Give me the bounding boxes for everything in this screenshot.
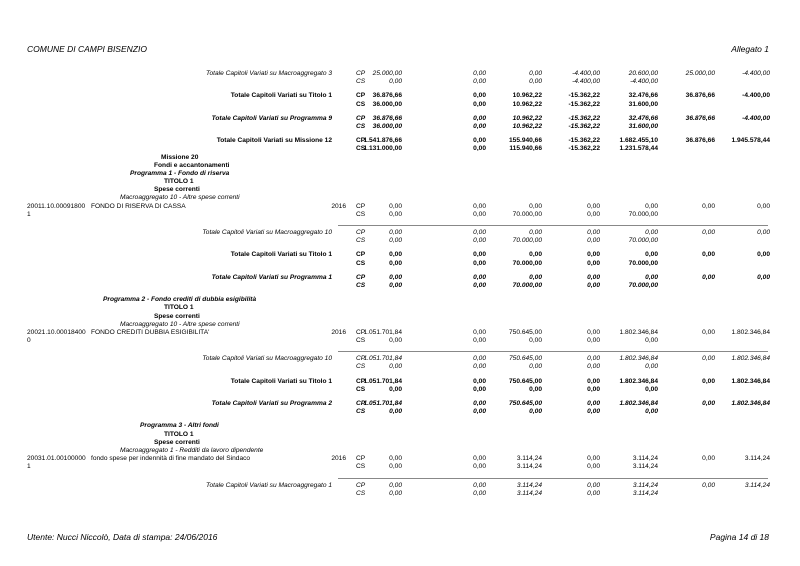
amount-cell: 3.114,24 (516, 481, 542, 489)
cp-cs-label: CP (356, 455, 366, 463)
heading-text: Spese correnti (154, 312, 200, 320)
amount-cell: 0,00 (473, 259, 486, 267)
amount-cell: 1.802.346,84 (731, 377, 770, 385)
amount-cell: 0,00 (702, 251, 715, 259)
amount-cell: 0,00 (757, 202, 770, 210)
total-block (0, 229, 800, 245)
total-block (0, 137, 800, 153)
chapter-block (0, 329, 800, 345)
report-body (0, 70, 800, 498)
amount-cell: 0,00 (587, 385, 600, 393)
cp-cs-label: CS (356, 78, 366, 86)
amount-cell: 0,00 (702, 202, 715, 210)
amount-cell: 1.802.346,84 (731, 328, 770, 336)
amount-cell: 0,00 (389, 408, 402, 416)
amount-cell: 0,00 (389, 463, 402, 471)
amount-cell: 0,00 (702, 355, 715, 363)
value-line (0, 455, 800, 463)
value-line (0, 92, 800, 100)
amount-cell: 0,00 (645, 385, 658, 393)
amount-cell: 0,00 (587, 281, 600, 289)
amount-cell: 0,00 (587, 251, 600, 259)
amount-cell: 0,00 (473, 137, 486, 145)
value-line (0, 123, 800, 131)
amount-cell: 10.962,22 (512, 100, 542, 108)
amount-cell: 0,00 (473, 70, 486, 77)
amount-cell: 1.541.876,66 (363, 137, 402, 145)
row-separator (338, 351, 768, 352)
amount-cell: -4.400,00 (742, 70, 770, 77)
amount-cell: 0,00 (389, 489, 402, 497)
amount-cell: 0,00 (473, 385, 486, 393)
section-heading (0, 439, 800, 447)
cp-cs-label: CS (356, 259, 366, 267)
amount-cell: -15.362,22 (568, 145, 600, 153)
total-block (0, 251, 800, 267)
amount-cell: -4.400,00 (630, 78, 658, 86)
amount-cell: 36.876,66 (685, 114, 715, 122)
cp-cs-label: CP (356, 251, 366, 259)
amount-cell: 3.114,24 (744, 455, 770, 463)
heading-text: TITOLO 1 (164, 178, 194, 186)
cp-cs-label: CP (356, 92, 366, 100)
value-line (0, 137, 800, 145)
cp-cs-label: CP (356, 114, 366, 122)
amount-cell: 36.876,66 (685, 137, 715, 145)
amount-cell: 3.114,24 (744, 481, 770, 489)
total-label: Totale Capitoli Variati su Missione 12 (216, 137, 332, 145)
chapter-code: 20021.10.00018400 (27, 328, 86, 336)
cp-cs-label: CP (356, 377, 366, 385)
value-line (0, 251, 800, 259)
cp-cs-label: CP (356, 400, 366, 407)
total-label: Totale Capitoli Variati su Macroaggregato 10 (202, 229, 332, 236)
amount-cell: 0,00 (645, 337, 658, 345)
amount-cell: 0,00 (473, 408, 486, 416)
section-heading (0, 154, 800, 162)
amount-cell: 3.114,24 (632, 455, 658, 463)
total-block (0, 482, 800, 498)
amount-cell: 0,00 (757, 273, 770, 281)
amount-cell: -4.400,00 (742, 114, 770, 122)
amount-cell: 0,00 (473, 281, 486, 289)
heading-text: Spese correnti (154, 186, 200, 194)
cp-cs-label: CS (356, 337, 366, 345)
amount-cell: 20.600,00 (628, 70, 658, 77)
amount-cell: 0,00 (645, 251, 658, 259)
amount-cell: 0,00 (473, 251, 486, 259)
section-heading (0, 313, 800, 321)
amount-cell: 0,00 (587, 455, 600, 463)
amount-cell: 0,00 (473, 202, 486, 210)
value-line (0, 386, 800, 394)
value-line (0, 211, 800, 219)
value-line (0, 408, 800, 416)
amount-cell: 31.600,00 (628, 122, 658, 130)
amount-cell: 0,00 (389, 481, 402, 489)
amount-cell: 0,00 (529, 408, 542, 416)
amount-cell: 70.000,00 (628, 281, 658, 289)
amount-cell: 0,00 (529, 229, 542, 236)
amount-cell: 70.000,00 (628, 237, 658, 245)
amount-cell: 0,00 (473, 145, 486, 153)
amount-cell: 750.645,00 (508, 355, 542, 363)
chapter-year: 2016 (331, 328, 346, 336)
amount-cell: 0,00 (587, 237, 600, 245)
chapter-code: 1 (27, 210, 31, 218)
amount-cell: 70.000,00 (512, 237, 542, 245)
amount-cell: 36.876,66 (372, 92, 402, 100)
amount-cell: 32.476,66 (628, 114, 658, 122)
value-line (0, 203, 800, 211)
entity-name: COMUNE DI CAMPI BISENZIO (27, 44, 147, 54)
cp-cs-label: CS (356, 408, 366, 416)
chapter-description: FONDO CREDITI DUBBIA ESIGIBILITA' (91, 328, 210, 336)
section-heading (0, 194, 800, 202)
section-heading (0, 321, 800, 329)
amount-cell: 1.802.346,84 (619, 400, 658, 407)
amount-cell: 0,00 (587, 273, 600, 281)
amount-cell: 0,00 (645, 202, 658, 210)
amount-cell: 36.876,66 (372, 114, 402, 122)
amount-cell: 70.000,00 (512, 281, 542, 289)
cp-cs-label: CP (356, 202, 366, 210)
value-line (0, 145, 800, 153)
amount-cell: 36.000,00 (372, 122, 402, 130)
amount-cell: 0,00 (473, 273, 486, 281)
cp-cs-label: CS (356, 385, 366, 393)
chapter-code: 0 (27, 337, 31, 345)
amount-cell: 36.876,66 (685, 92, 715, 100)
value-line (0, 482, 800, 490)
amount-cell: 1.051.701,84 (363, 400, 402, 407)
amount-cell: 0,00 (473, 122, 486, 130)
value-line (0, 490, 800, 498)
amount-cell: 0,00 (473, 489, 486, 497)
amount-cell: 0,00 (587, 210, 600, 218)
amount-cell: 36.000,00 (372, 100, 402, 108)
value-line (0, 101, 800, 109)
amount-cell: 0,00 (529, 337, 542, 345)
amount-cell: 3.114,24 (632, 489, 658, 497)
amount-cell: 0,00 (529, 273, 542, 281)
total-label: Totale Capitoli Variati su Macroaggregato 3 (206, 70, 332, 77)
cp-cs-label: CP (356, 70, 366, 77)
amount-cell: 0,00 (529, 363, 542, 371)
amount-cell: 10.962,22 (512, 92, 542, 100)
amount-cell: 0,00 (389, 385, 402, 393)
chapter-description: fondo spese per indennità di fine mandato del Sindaco (91, 455, 251, 463)
amount-cell: 0,00 (473, 328, 486, 336)
value-line (0, 70, 800, 78)
heading-text: Macroaggregato 1 - Redditi da lavoro dipendente (120, 446, 264, 454)
total-label: Totale Capitoli Variati su Programma 2 (211, 400, 332, 407)
amount-cell: 1.231.578,44 (619, 145, 658, 153)
amount-cell: 10.962,22 (512, 114, 542, 122)
amount-cell: -4.400,00 (572, 70, 600, 77)
total-block (0, 70, 800, 86)
row-separator (338, 478, 768, 479)
amount-cell: 0,00 (389, 273, 402, 281)
attachment-label: Allegato 1 (731, 44, 769, 54)
value-line (0, 78, 800, 86)
heading-text: Programma 3 - Altri fondi (140, 422, 219, 430)
amount-cell: 0,00 (473, 455, 486, 463)
amount-cell: 0,00 (389, 229, 402, 236)
amount-cell: -4.400,00 (572, 78, 600, 86)
total-label: Totale Capitoli Variati su Titolo 1 (230, 377, 332, 385)
value-line (0, 229, 800, 237)
cp-cs-label: CP (356, 273, 366, 281)
value-line (0, 337, 800, 345)
amount-cell: 0,00 (702, 481, 715, 489)
heading-text: TITOLO 1 (164, 304, 194, 312)
amount-cell: 1.131.000,00 (363, 145, 402, 153)
chapter-year: 2016 (331, 455, 346, 463)
chapter-description: FONDO DI RISERVA DI CASSA (91, 202, 186, 210)
value-line (0, 355, 800, 363)
amount-cell: 1.802.346,84 (731, 400, 770, 407)
amount-cell: 0,00 (389, 281, 402, 289)
amount-cell: 0,00 (529, 78, 542, 86)
chapter-code: 20011.10.00091800 (27, 202, 86, 210)
total-block (0, 92, 800, 108)
amount-cell: 31.600,00 (628, 100, 658, 108)
amount-cell: 0,00 (473, 337, 486, 345)
amount-cell: 0,00 (587, 202, 600, 210)
value-line (0, 282, 800, 290)
heading-text: Programma 2 - Fondo crediti di dubbia esigibilità (103, 296, 257, 304)
amount-cell: 0,00 (702, 400, 715, 407)
amount-cell: -15.362,22 (568, 122, 600, 130)
amount-cell: 0,00 (645, 229, 658, 236)
amount-cell: 1.051.701,84 (363, 377, 402, 385)
amount-cell: 0,00 (473, 78, 486, 86)
amount-cell: 0,00 (529, 202, 542, 210)
amount-cell: 0,00 (587, 463, 600, 471)
amount-cell: 750.645,00 (508, 328, 542, 336)
amount-cell: 0,00 (587, 355, 600, 363)
amount-cell: 0,00 (473, 237, 486, 245)
section-heading (0, 296, 800, 304)
cp-cs-label: CS (356, 122, 366, 130)
amount-cell: 0,00 (587, 408, 600, 416)
amount-cell: 3.114,24 (516, 489, 542, 497)
amount-cell: 3.114,24 (516, 455, 542, 463)
heading-text: Spese correnti (154, 438, 200, 446)
amount-cell: 750.645,00 (508, 377, 542, 385)
value-line (0, 378, 800, 386)
amount-cell: 0,00 (473, 210, 486, 218)
cp-cs-label: CS (356, 145, 366, 153)
heading-text: TITOLO 1 (164, 430, 194, 438)
amount-cell: 1.051.701,84 (363, 328, 402, 336)
section-heading (0, 304, 800, 312)
amount-cell: 0,00 (473, 363, 486, 371)
amount-cell: 0,00 (587, 337, 600, 345)
section-heading (0, 162, 800, 170)
amount-cell: 0,00 (529, 385, 542, 393)
amount-cell: 0,00 (473, 463, 486, 471)
chapter-year: 2016 (331, 202, 346, 210)
amount-cell: 0,00 (529, 251, 542, 259)
section-heading (0, 186, 800, 194)
total-block (0, 400, 800, 416)
amount-cell: -15.362,22 (568, 137, 600, 145)
amount-cell: 0,00 (702, 328, 715, 336)
amount-cell: 155.940,66 (508, 137, 542, 145)
amount-cell: 70.000,00 (512, 210, 542, 218)
amount-cell: 0,00 (587, 400, 600, 407)
total-block (0, 274, 800, 290)
amount-cell: 3.114,24 (632, 481, 658, 489)
amount-cell: 0,00 (473, 481, 486, 489)
heading-text: Fondi e accantonamenti (154, 161, 230, 169)
amount-cell: 1.682.455,10 (619, 137, 658, 145)
cp-cs-label: CS (356, 281, 366, 289)
amount-cell: 0,00 (757, 251, 770, 259)
amount-cell: -4.400,00 (742, 92, 770, 100)
total-block (0, 378, 800, 394)
chapter-block (0, 455, 800, 471)
amount-cell: 25.000,00 (372, 70, 402, 77)
amount-cell: 0,00 (389, 78, 402, 86)
value-line (0, 400, 800, 408)
cp-cs-label: CP (356, 137, 366, 145)
amount-cell: 0,00 (645, 273, 658, 281)
total-label: Totale Capitoli Variati su Programma 1 (211, 273, 332, 281)
total-label: Totale Capitoli Variati su Macroaggregato 10 (202, 355, 332, 363)
amount-cell: 1.802.346,84 (619, 377, 658, 385)
section-heading (0, 431, 800, 439)
value-line (0, 115, 800, 123)
amount-cell: 0,00 (473, 355, 486, 363)
cp-cs-label: CP (356, 481, 366, 489)
amount-cell: 0,00 (389, 237, 402, 245)
amount-cell: 0,00 (389, 337, 402, 345)
amount-cell: 0,00 (587, 489, 600, 497)
amount-cell: 0,00 (389, 210, 402, 218)
amount-cell: 70.000,00 (628, 210, 658, 218)
amount-cell: 115.940,66 (509, 145, 542, 153)
total-block (0, 355, 800, 371)
amount-cell: 0,00 (529, 70, 542, 77)
amount-cell: 70.000,00 (628, 259, 658, 267)
cp-cs-label: CP (356, 229, 366, 236)
amount-cell: 0,00 (587, 481, 600, 489)
chapter-code: 1 (27, 463, 31, 471)
amount-cell: 10.962,22 (512, 122, 542, 130)
amount-cell: -15.362,22 (568, 114, 600, 122)
row-separator (338, 225, 768, 226)
amount-cell: 0,00 (389, 202, 402, 210)
amount-cell: 0,00 (702, 229, 715, 236)
amount-cell: 0,00 (473, 377, 486, 385)
amount-cell: 0,00 (587, 377, 600, 385)
section-heading (0, 178, 800, 186)
amount-cell: 0,00 (473, 92, 486, 100)
cp-cs-label: CP (356, 355, 366, 363)
value-line (0, 463, 800, 471)
amount-cell: 0,00 (587, 229, 600, 236)
amount-cell: 3.114,24 (516, 463, 542, 471)
amount-cell: 0,00 (473, 100, 486, 108)
total-block (0, 115, 800, 131)
cp-cs-label: CS (356, 463, 366, 471)
amount-cell: 0,00 (587, 328, 600, 336)
cp-cs-label: CS (356, 210, 366, 218)
heading-text: Missione 20 (161, 153, 199, 161)
amount-cell: 0,00 (645, 363, 658, 371)
amount-cell: 1.802.346,84 (619, 355, 658, 363)
amount-cell: 0,00 (389, 259, 402, 267)
amount-cell: 1.051.701,84 (363, 355, 402, 363)
amount-cell: 0,00 (702, 273, 715, 281)
amount-cell: 70.000,00 (512, 259, 542, 267)
cp-cs-label: CS (356, 100, 366, 108)
page-number: Pagina 14 di 18 (709, 532, 769, 542)
value-line (0, 260, 800, 268)
amount-cell: 0,00 (587, 259, 600, 267)
heading-text: Macroaggregato 10 - Altre spese correnti (120, 320, 240, 328)
cp-cs-label: CS (356, 237, 366, 245)
amount-cell: 0,00 (473, 229, 486, 236)
amount-cell: 1.945.578,44 (731, 137, 770, 145)
total-label: Totale Capitoli Variati su Macroaggregato 1 (206, 481, 332, 489)
amount-cell: 0,00 (645, 408, 658, 416)
total-label: Totale Capitoli Variati su Titolo 1 (230, 251, 332, 259)
chapter-code: 20031.01.00100000 (27, 455, 86, 463)
amount-cell: 25.000,00 (685, 70, 715, 77)
amount-cell: 0,00 (702, 455, 715, 463)
amount-cell: 0,00 (757, 229, 770, 236)
amount-cell: -15.362,22 (568, 92, 600, 100)
amount-cell: 3.114,24 (632, 463, 658, 471)
value-line (0, 274, 800, 282)
amount-cell: 0,00 (389, 455, 402, 463)
amount-cell: 0,00 (473, 400, 486, 407)
amount-cell: 32.476,66 (628, 92, 658, 100)
section-heading (0, 447, 800, 455)
total-label: Totale Capitoli Variati su Titolo 1 (230, 92, 332, 100)
total-label: Totale Capitoli Variati su Programma 9 (211, 114, 332, 122)
amount-cell: 0,00 (702, 377, 715, 385)
amount-cell: -15.362,22 (568, 100, 600, 108)
chapter-block (0, 203, 800, 219)
amount-cell: 1.802.346,84 (731, 355, 770, 363)
value-line (0, 363, 800, 371)
section-heading (0, 170, 800, 178)
amount-cell: 750.645,00 (508, 400, 542, 407)
print-info: Utente: Nucci Niccolò, Data di stampa: 24/06/2016 (27, 532, 218, 542)
amount-cell: 0,00 (389, 251, 402, 259)
amount-cell: 0,00 (389, 363, 402, 371)
amount-cell: 1.802.346,84 (619, 328, 658, 336)
amount-cell: 0,00 (473, 114, 486, 122)
amount-cell: 0,00 (587, 363, 600, 371)
value-line (0, 237, 800, 245)
value-line (0, 329, 800, 337)
cp-cs-label: CS (356, 363, 366, 371)
cp-cs-label: CP (356, 328, 366, 336)
cp-cs-label: CS (356, 489, 366, 497)
section-heading (0, 422, 800, 430)
heading-text: Programma 1 - Fondo di riserva (130, 169, 230, 177)
heading-text: Macroaggregato 10 - Altre spese correnti (120, 194, 240, 202)
